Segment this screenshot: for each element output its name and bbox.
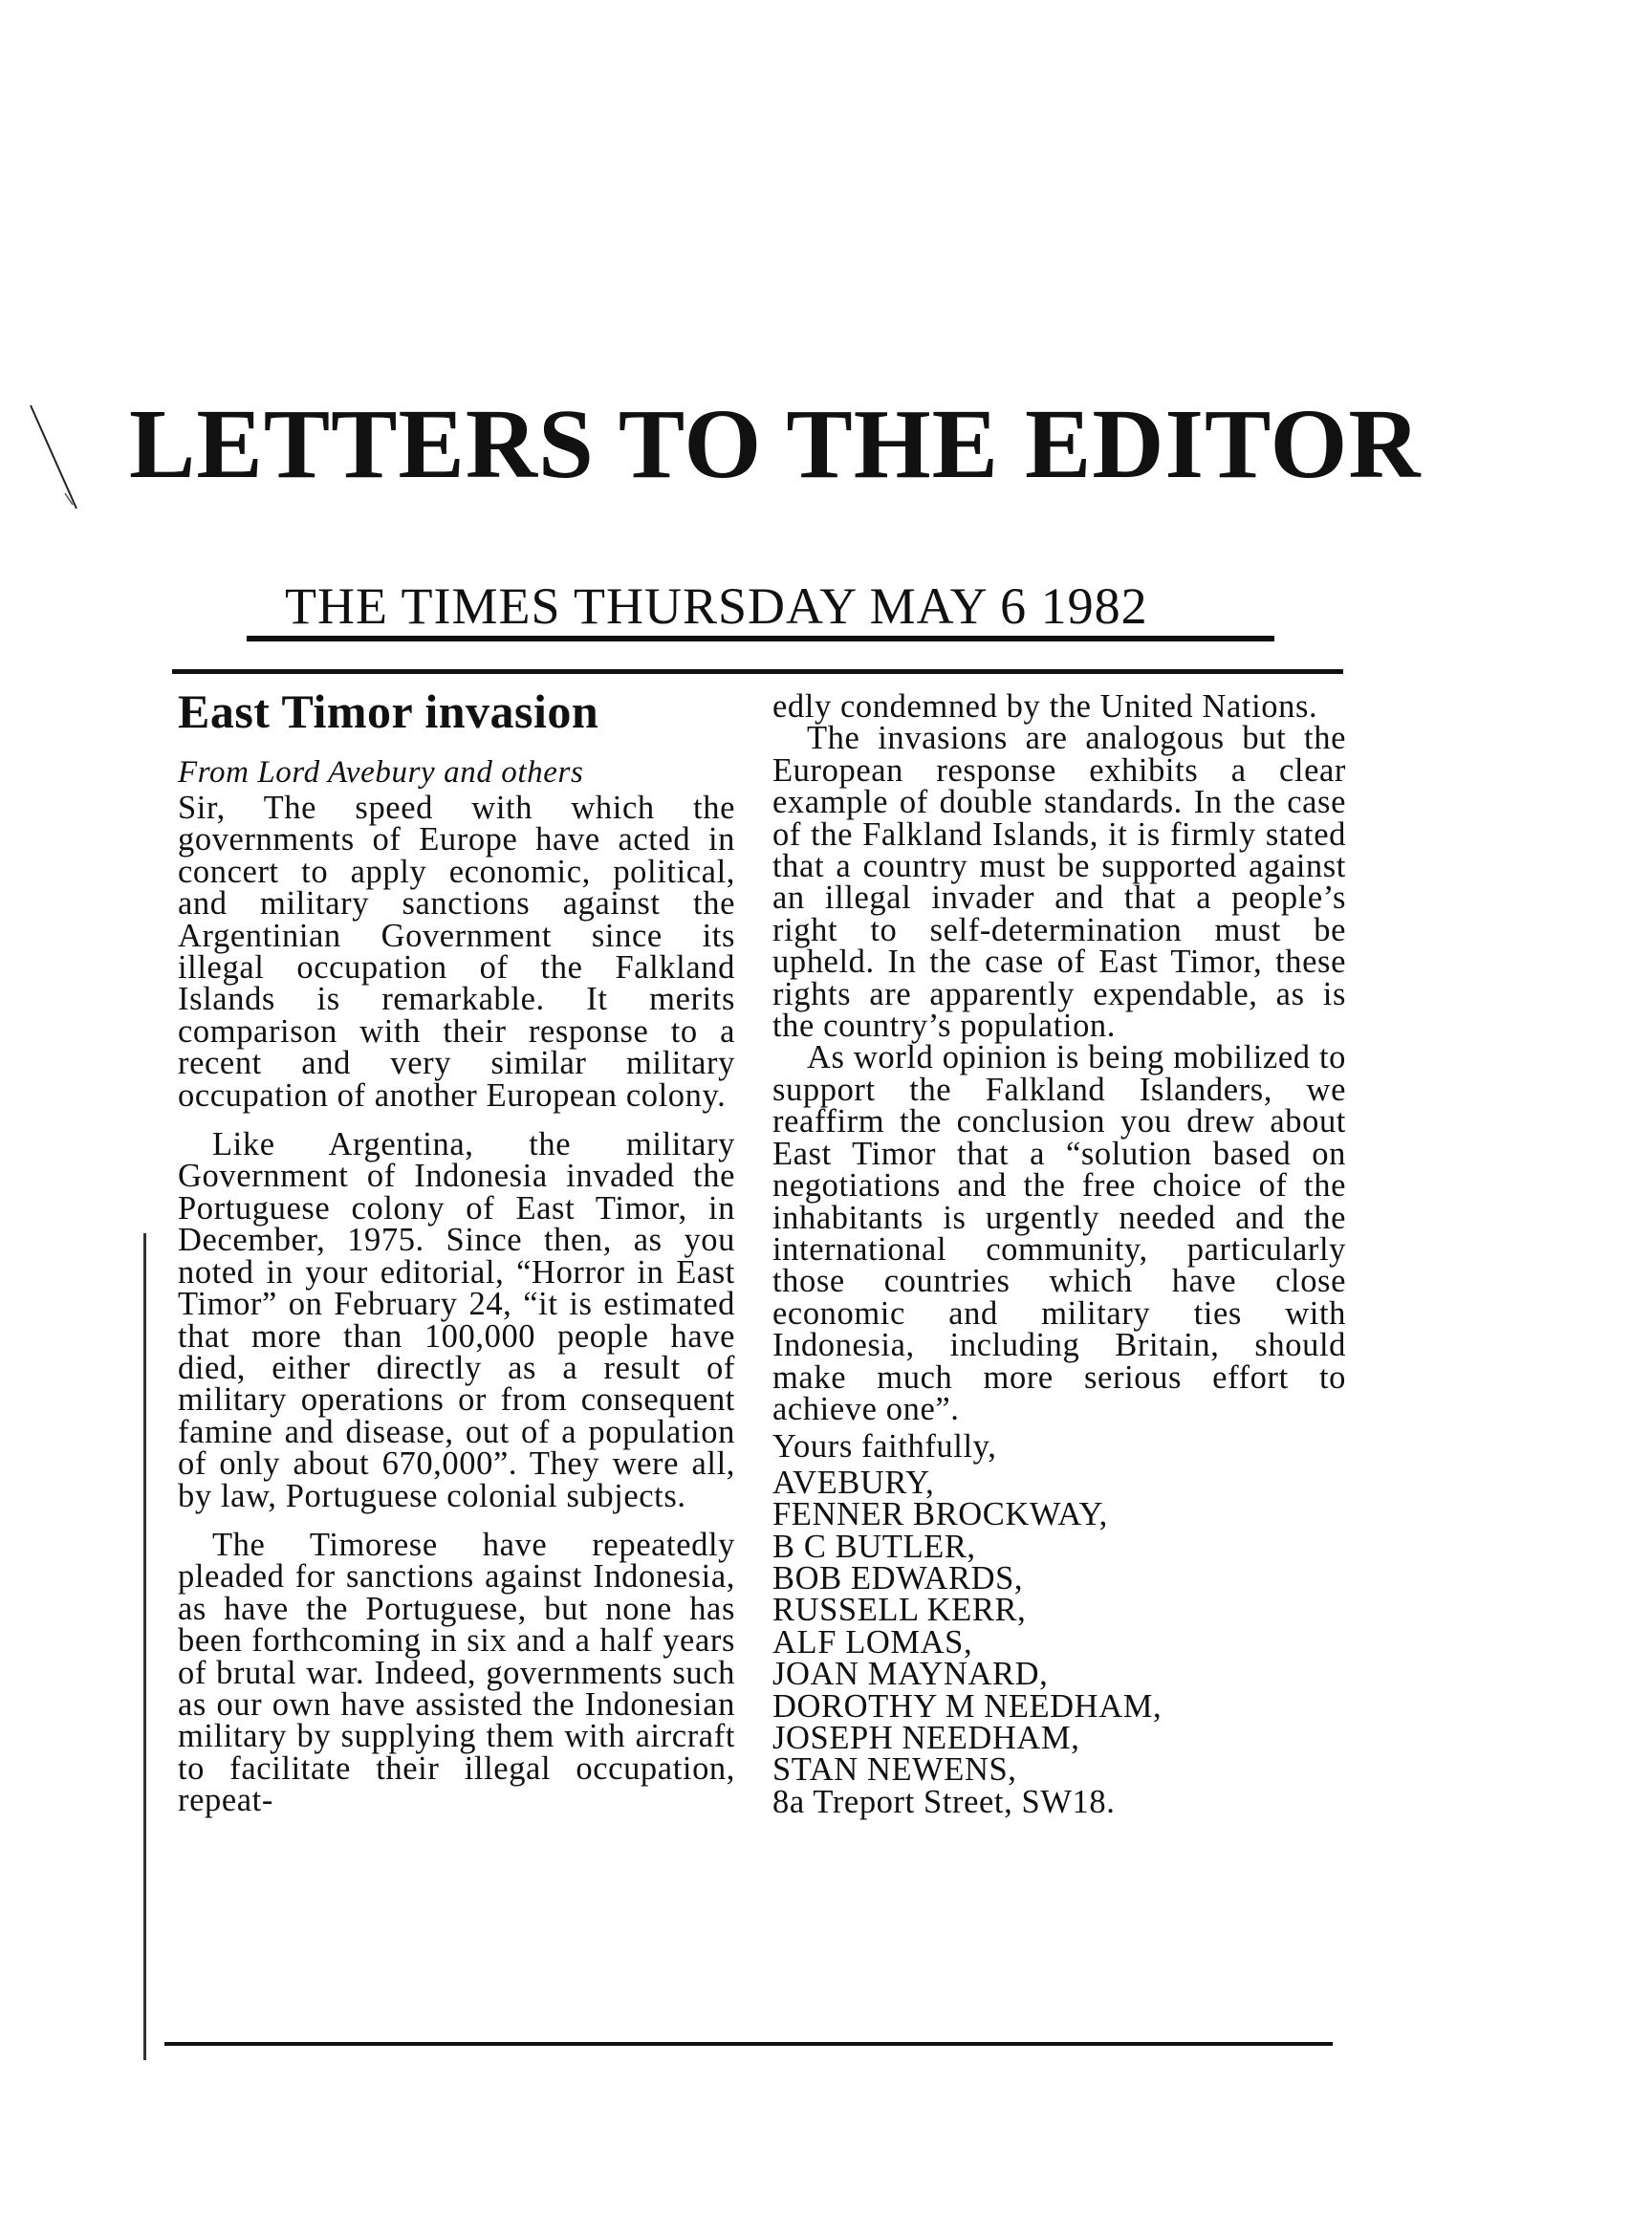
signatory-list xyxy=(772,1464,1346,1820)
top-rule xyxy=(172,669,1343,674)
left-margin-bar xyxy=(143,1233,146,2060)
article-paragraph: The invasions are analogous but the European response exhibits a clear example of double standards. In the case of the Falkland Islands, it is firmly stated that a country must be supported against an illegal invader and that a people’s right to self-determination must be upheld. In the case of East Timor, these rights are apparently expendable, as is the country’s population. xyxy=(772,720,1346,1045)
bottom-rule xyxy=(164,2042,1333,2046)
sender-address: 8a Treport Street, SW18. xyxy=(772,1783,1116,1820)
article-paragraph: As world opinion is being mobilized to support the Falkland Islanders, we reaffirm the conclusion you drew about East Timor that a “solution based on negotiations and the free choice of the inhabitants is urgently needed and the international community, particularly those countries which have close economic and military ties with Indonesia, including Britain, should make much more serious effort to achieve one”. xyxy=(772,1039,1346,1427)
signatory: B C BUTLER, xyxy=(772,1528,976,1565)
article-column-left xyxy=(166,684,735,1817)
article-paragraph: The Timorese have repeatedly pleaded for sanctions against Indonesia, as have the Portuguese, but none has been forthcoming in six and a half years of brutal war. Indeed, governments such as our own have assisted the Indonesian military by supplying them with aircraft to facilitate their illegal occupation, repeat- xyxy=(178,1526,735,1819)
article-paragraph: Like Argentina, the military Government of Indonesia invaded the Portuguese colony of East Timor, in December, 1975. Since then, as you noted in your editorial, “Horror in East Timor” on February 24, “it is estimated that more than 100,000 people have died, either directly as a result of military operations or from consequent famine and disease, out of a population of only about 670,000”. They were all, by law, Portuguese colonial subjects. xyxy=(178,1126,735,1514)
dateline-text: THE TIMES THURSDAY MAY 6 1982 xyxy=(285,577,1148,635)
article-paragraph: edly condemned by the United Nations. xyxy=(772,688,1318,725)
signatory: DOROTHY M NEEDHAM, xyxy=(772,1687,1163,1725)
signatory: BOB EDWARDS, xyxy=(772,1559,1024,1596)
signatory: ALF LOMAS, xyxy=(772,1623,973,1661)
signatory: STAN NEWENS, xyxy=(772,1751,1017,1789)
signatory: RUSSELL KERR, xyxy=(772,1592,1027,1629)
dateline xyxy=(247,576,1274,641)
signatory: AVEBURY, xyxy=(772,1464,935,1501)
pen-stroke-mark xyxy=(27,402,84,516)
closing-salutation: Yours faithfully, xyxy=(772,1428,997,1466)
article-headline: East Timor invasion xyxy=(178,684,599,738)
article-paragraph: Sir, The speed with which the governments of Europe have acted in concert to apply economic, political, and military sanctions against the Argentinian Government since its illegal occupation of the Falkland Islands is remarkable. It merits comparison with their response to a recent and very similar military occupation of another European colony. xyxy=(178,790,735,1114)
signatory: JOSEPH NEEDHAM, xyxy=(772,1720,1080,1756)
section-title: LETTERS TO THE EDITOR xyxy=(129,389,1422,499)
article-byline: From Lord Avebury and others xyxy=(178,755,584,790)
signatory: JOAN MAYNARD, xyxy=(772,1656,1049,1693)
signatory: FENNER BROCKWAY, xyxy=(772,1496,1108,1533)
article-column-right xyxy=(772,688,1346,1820)
